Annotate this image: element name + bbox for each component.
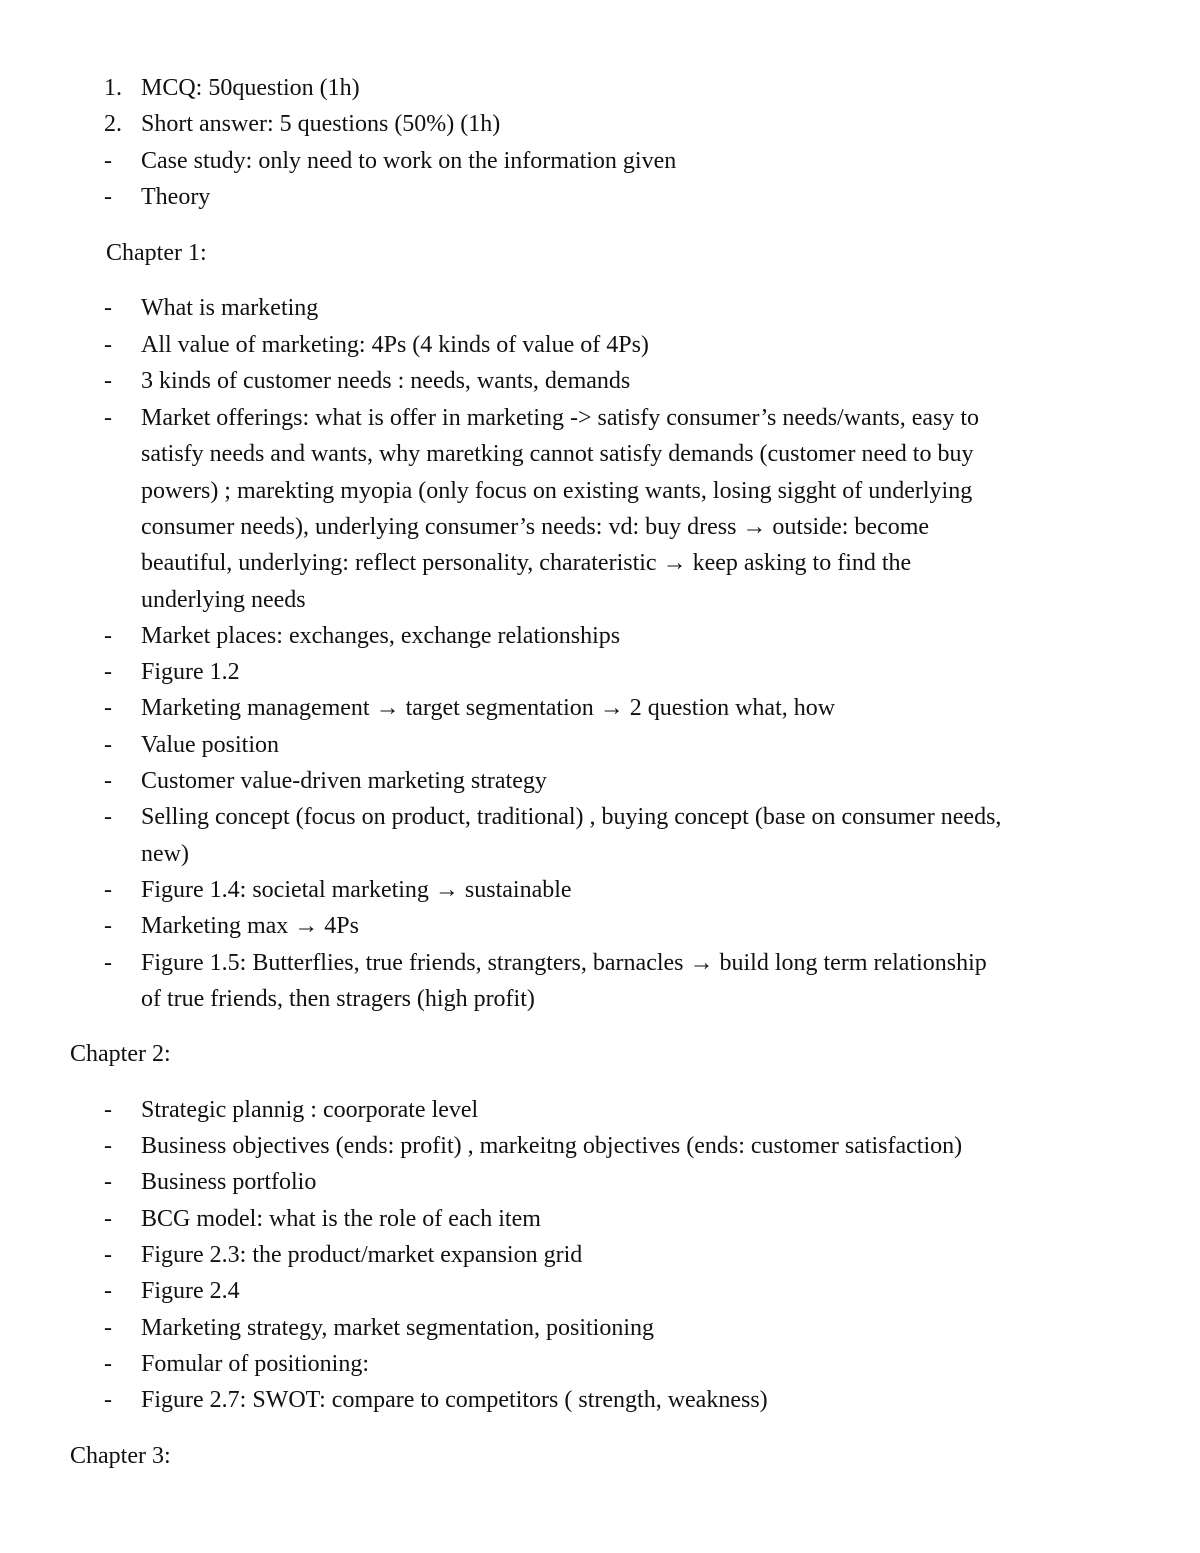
list-item: Value position	[141, 732, 279, 758]
list-item: Case study: only need to work on the information given	[141, 148, 677, 174]
list-item-continuation: satisfy needs and wants, why maretking cannot satisfy demands (customer need to buy	[141, 441, 974, 467]
list-item: Selling concept (focus on product, traditional) , buying concept (base on consumer needs,	[141, 804, 1002, 830]
list-marker: -	[104, 732, 112, 758]
list-item: Market places: exchanges, exchange relationships	[141, 623, 621, 649]
list-marker: -	[104, 695, 112, 721]
list-item: Figure 1.2	[141, 659, 240, 685]
list-item: Figure 2.3: the product/market expansion grid	[141, 1242, 583, 1268]
list-item: Customer value-driven marketing strategy	[141, 768, 547, 794]
list-marker: -	[104, 148, 112, 174]
list-item: All value of marketing: 4Ps (4 kinds of value of 4Ps)	[141, 332, 649, 358]
list-marker: -	[104, 1169, 112, 1195]
chapter-3-heading: Chapter 3:	[70, 1443, 171, 1469]
list-marker: -	[104, 184, 112, 210]
list-item: Market offerings: what is offer in marketing -> satisfy consumer’s needs/wants, easy to	[141, 405, 980, 431]
list-item: Short answer: 5 questions (50%) (1h)	[141, 111, 501, 137]
list-item-continuation: beautiful, underlying: reflect personality, charateristic → keep asking to find the	[141, 550, 912, 576]
list-item: Figure 2.7: SWOT: compare to competitors ( strength, weakness)	[141, 1387, 768, 1413]
list-marker: -	[104, 623, 112, 649]
list-item: Theory	[141, 184, 211, 210]
list-item-continuation: consumer needs), underlying consumer’s needs: vd: buy dress → outside: become	[141, 514, 930, 540]
chapter-2-heading: Chapter 2:	[70, 1041, 171, 1067]
list-item: Figure 2.4	[141, 1278, 240, 1304]
list-marker: -	[104, 1387, 112, 1413]
list-marker: -	[104, 332, 112, 358]
list-marker: -	[104, 1097, 112, 1123]
list-marker: -	[104, 1206, 112, 1232]
list-marker: -	[104, 1133, 112, 1159]
list-marker: -	[104, 1242, 112, 1268]
list-marker: -	[104, 804, 112, 830]
list-item: Fomular of positioning:	[141, 1351, 369, 1377]
list-item-continuation: powers) ; marekting myopia (only focus on existing wants, losing sigght of underlying	[141, 478, 973, 504]
list-marker: -	[104, 1278, 112, 1304]
list-item: Marketing management → target segmentation → 2 question what, how	[141, 695, 836, 721]
list-item: 3 kinds of customer needs : needs, wants, demands	[141, 368, 631, 394]
list-marker: -	[104, 877, 112, 903]
list-marker: -	[104, 1315, 112, 1341]
list-item-continuation: of true friends, then stragers (high profit)	[141, 986, 535, 1012]
list-marker: -	[104, 659, 112, 685]
list-item-continuation: new)	[141, 841, 189, 867]
list-marker: -	[104, 913, 112, 939]
list-item: MCQ: 50question (1h)	[141, 75, 360, 101]
list-marker: -	[104, 1351, 112, 1377]
list-item: Marketing strategy, market segmentation, positioning	[141, 1315, 654, 1341]
list-item: BCG model: what is the role of each item	[141, 1206, 541, 1232]
list-marker: 2.	[104, 111, 122, 137]
list-marker: -	[104, 768, 112, 794]
list-marker: -	[104, 368, 112, 394]
list-item: Figure 1.5: Butterflies, true friends, strangters, barnacles → build long term relationship	[141, 950, 987, 976]
list-marker: 1.	[104, 75, 122, 101]
list-marker: -	[104, 295, 112, 321]
chapter-1-heading: Chapter 1:	[106, 240, 207, 266]
list-item: Business portfolio	[141, 1169, 317, 1195]
list-item: What is marketing	[141, 295, 319, 321]
list-item: Marketing max → 4Ps	[141, 913, 359, 939]
list-item: Figure 1.4: societal marketing → sustainable	[141, 877, 572, 903]
list-item: Strategic plannig : coorporate level	[141, 1097, 479, 1123]
list-item: Business objectives (ends: profit) , markeitng objectives (ends: customer satisfaction)	[141, 1133, 963, 1159]
list-marker: -	[104, 405, 112, 431]
list-item-continuation: underlying needs	[141, 587, 306, 613]
list-marker: -	[104, 950, 112, 976]
